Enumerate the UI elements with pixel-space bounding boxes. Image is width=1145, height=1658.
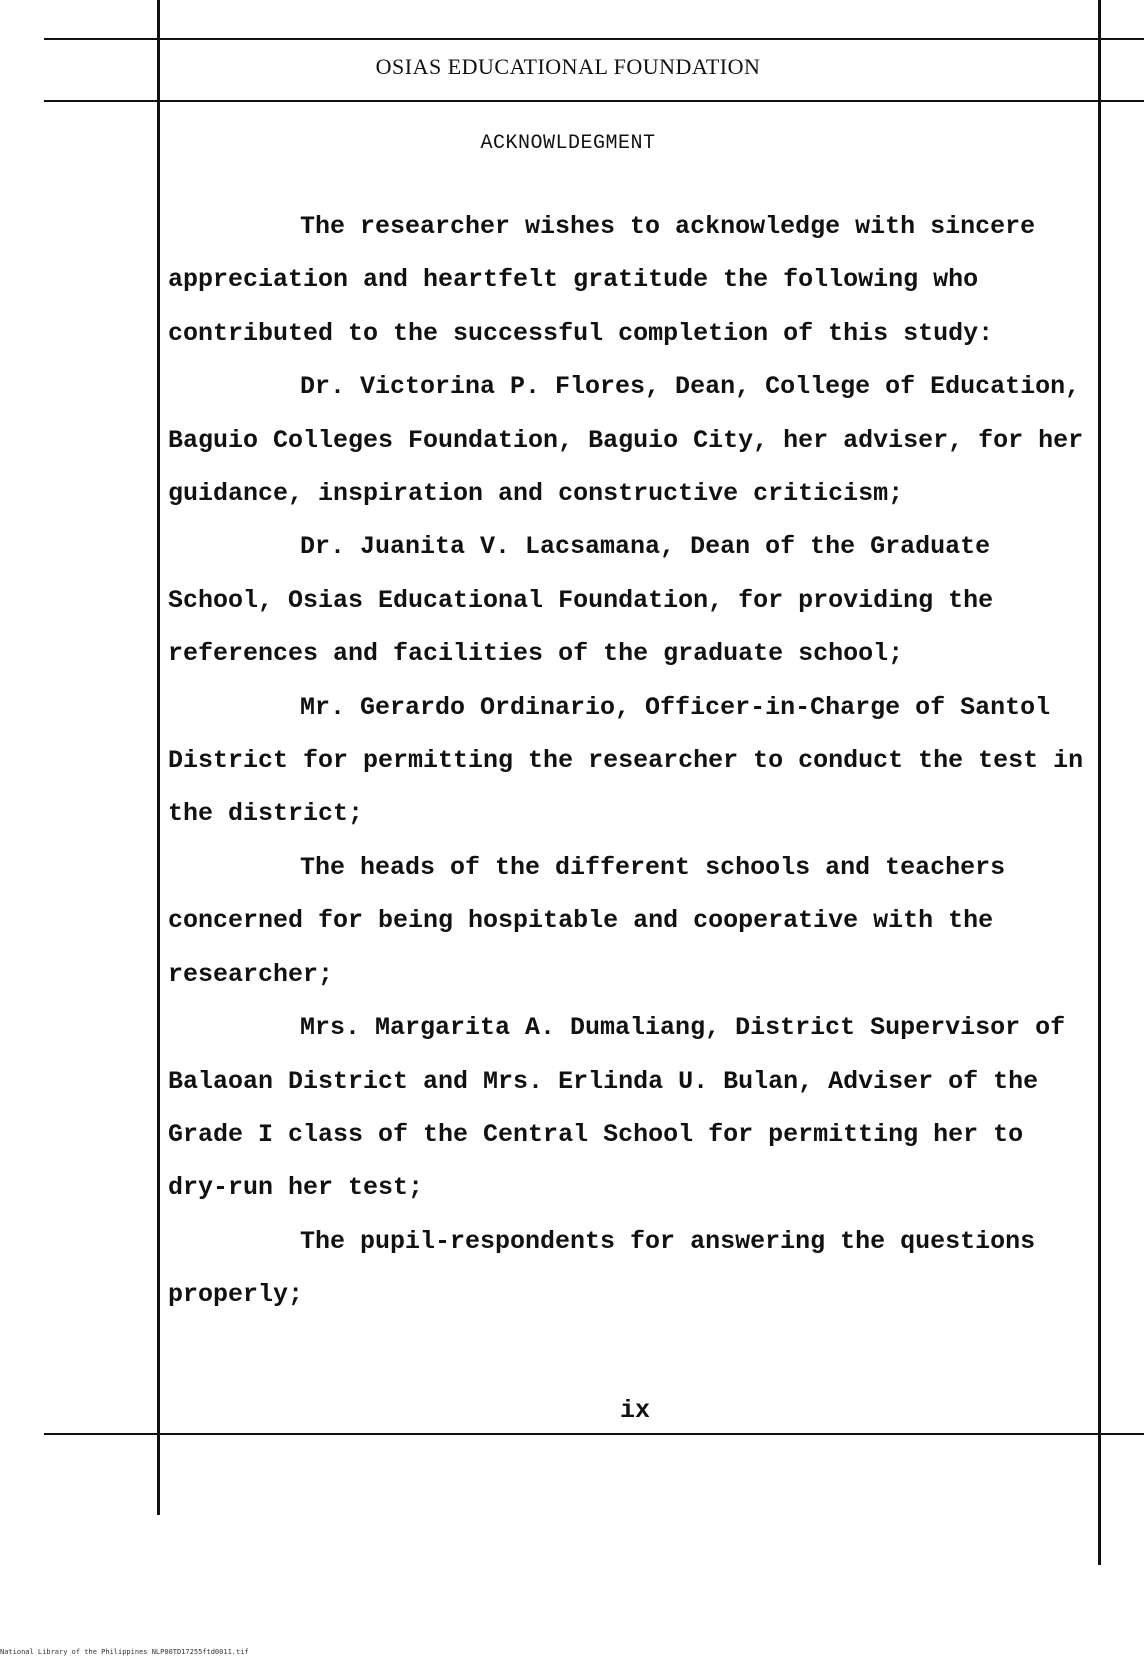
paragraph-officer-in-charge: Mr. Gerardo Ordinario, Officer-in-Charge of Santol District for permitting the researcher to conduct the test in the district; bbox=[168, 692, 1084, 829]
organization-header: OSIAS EDUCATIONAL FOUNDATION bbox=[375, 54, 761, 79]
scan-source-note: National Library of the Philippines NLP00TD17255ftd0011.tif bbox=[0, 1648, 249, 1656]
header-top-rule bbox=[44, 38, 1144, 40]
paragraph-school-heads: The heads of the different schools and teachers concerned for being hospitable and cooperative with the researcher; bbox=[168, 852, 1006, 989]
paragraph-supervisor: Mrs. Margarita A. Dumaliang, District Supervisor of Balaoan District and Mrs. Erlinda U. Bulan, Adviser of the Grade I class of the Central School for permitting her to dry-run her test; bbox=[168, 1013, 1066, 1203]
paragraph-adviser: Dr. Victorina P. Flores, Dean, College of Education, Baguio Colleges Foundation, Baguio City, her adviser, for her guidance, inspiration and constructive criticism; bbox=[168, 372, 1084, 509]
header-bottom-rule bbox=[44, 100, 1144, 102]
frame-left-line bbox=[157, 0, 160, 1515]
footer-rule bbox=[44, 1433, 1144, 1435]
frame-right-line bbox=[1098, 0, 1101, 1565]
acknowledgement-body bbox=[168, 200, 1088, 1322]
page-number: ix bbox=[619, 1396, 650, 1425]
page-heading: ACKNOWLDEGMENT bbox=[480, 132, 656, 155]
paragraph-pupils: The pupil-respondents for answering the questions properly; bbox=[168, 1226, 1036, 1310]
paragraph-intro: The researcher wishes to acknowledge with sincere appreciation and heartfelt gratitude the following who contributed to the successful completion of this study: bbox=[168, 212, 1036, 348]
paragraph-graduate-dean: Dr. Juanita V. Lacsamana, Dean of the Graduate School, Osias Educational Foundation, for providing the references and facilities of the graduate school; bbox=[168, 532, 994, 669]
